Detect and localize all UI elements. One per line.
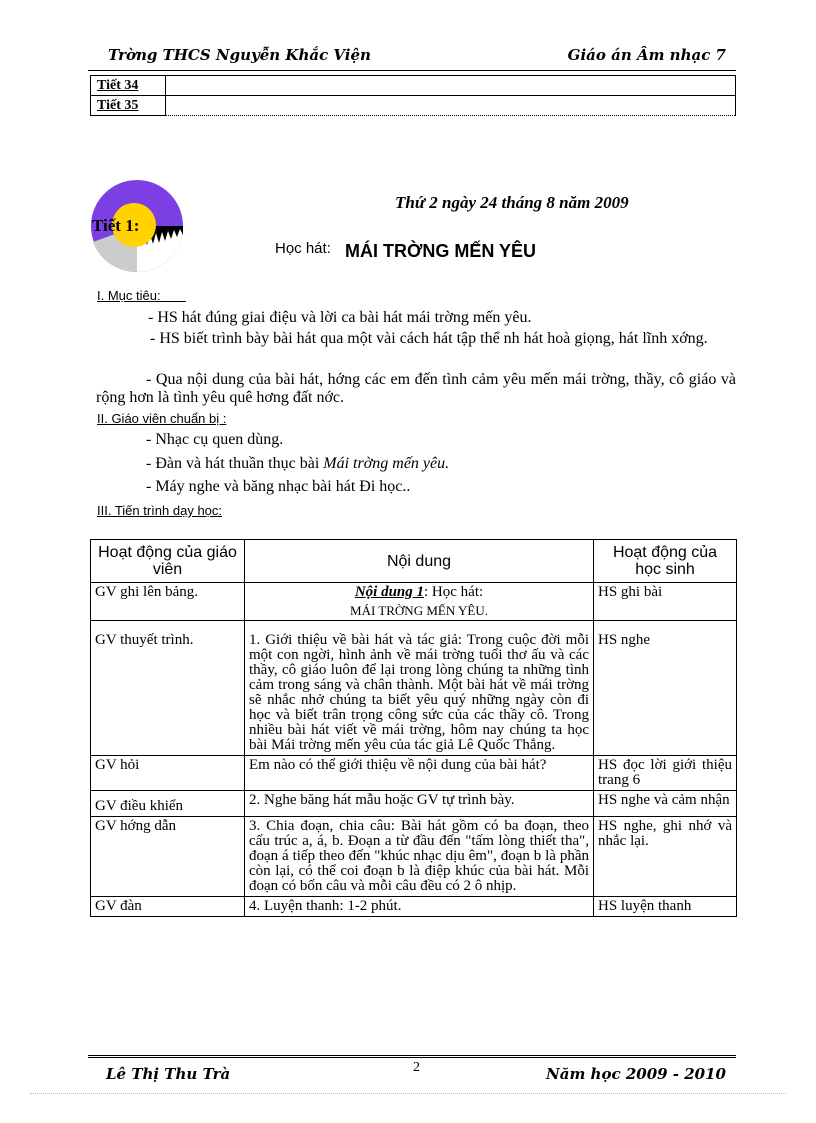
lesson-index-table [90,75,736,116]
content-text: 3. Chia đoạn, chia câu: Bài hát gồm có ba đoạn, theo cấu trúc a, á, b. Đoạn a từ đầu đến "tấm lòng thiết tha", đoạn á tiếp theo đến "khúc nhạc dịu êm", đoạn b là phần còn lại, có thể coi đoạn b là điệp khúc của bài hát. Mỗi đoạn có bốn câu và mỗi câu đều có 2 ô nhịp. [245,817,594,897]
header-student: Hoạt động của học sinh [594,540,737,583]
content-text: 1. Giới thiệu về bài hát và tác giả: Trong cuộc đời mỗi một con ngời, hình ảnh về mái trờng tuổi thơ ấu và các thầy, cô giáo luôn để lại trong lòng chúng ta những tình cảm trong sáng và chân thành. Một bài hát về mái trờng sẽ nhắc nhở chúng ta biết yêu quý những ngày còn đi học và biết trân trọng công sức của các thầy cô. Trong nhiều bài hát viết về mái trờng, hôm nay chúng ta học bài Mái trờng mến yêu của tác giả Lê Quốc Thắng. [245,621,594,756]
teacher-activity: GV ghi lên bảng. [91,583,245,621]
teacher-activity: GV thuyết trình. [91,621,245,756]
header-teacher: Hoạt động của giáo viên [91,540,245,583]
preparation-item-text: - Đàn và hát thuần thục bài [146,455,324,472]
table-row [91,817,737,897]
lesson-value [166,76,736,96]
content-song-title: MÁI TRỜNG MẾN YÊU. [350,603,488,618]
preparation-item: - Nhạc cụ quen dùng. [146,431,284,448]
page-number: 2 [413,1060,420,1075]
table-row [91,583,737,621]
student-activity: HS nghe, ghi nhớ và nhắc lại. [594,817,737,897]
student-activity: HS luyện thanh [594,897,737,917]
objective-item: - Qua nội dung của bài hát, hớng các em đến tình cảm yêu mến mái trờng, thầy, cô giáo và rộng hơn là tình yêu quê hơng đất nớc. [96,371,736,406]
student-activity: HS nghe và cảm nhận [594,791,737,817]
badge-label: Tiết 1: [92,216,140,235]
lesson-label: Tiết 35 [91,96,166,116]
header-school: Trờng THCS Nguyễn Khắc Viện [108,46,371,64]
song-name-italic: Mái trờng mến yêu. [323,455,450,472]
header-content: Nội dung [245,540,594,583]
table-row [91,621,737,756]
student-activity: HS ghi bài [594,583,737,621]
page-bottom-dotted-line [30,1093,786,1094]
content-rest: : Học hát: [424,584,484,600]
lesson-index-row [91,96,736,116]
teacher-activity: GV hớng dẫn [91,817,245,897]
footer-school-year: Năm học 2009 - 2010 [546,1065,726,1083]
content-heading-line [249,585,589,600]
teacher-activity: GV điều khiển [91,791,245,817]
objective-item: - HS biết trình bày bài hát qua một vài cách hát tập thể nh hát hoà giọng, hát lĩnh xớng. [150,330,708,347]
lesson-date: Thứ 2 ngày 24 tháng 8 năm 2009 [395,193,629,212]
header-divider [88,70,736,71]
footer-divider [88,1055,736,1061]
title-prefix: Học hát: [275,240,331,257]
header-subject: Giáo án Âm nhạc 7 [567,46,726,64]
teacher-activity: GV hỏi [91,756,245,791]
student-activity: HS nghe [594,621,737,756]
preparation-item: - Máy nghe và băng nhạc bài hát Đi học.. [146,478,411,495]
teacher-activity: GV đàn [91,897,245,917]
lesson-activity-table [90,539,737,917]
section-objectives-heading [97,288,186,303]
lesson-badge-graphic [88,177,186,275]
objective-item: - HS hát đúng giai điệu và lời ca bài hát mái trờng mến yêu. [148,309,532,326]
preparation-item [146,455,449,473]
content-label: Nội dung 1 [354,584,425,600]
content-cell [245,583,594,621]
table-row [91,756,737,791]
lesson-value [166,96,736,116]
content-text: 2. Nghe băng hát mẫu hoặc GV tự trình bày. [245,791,594,817]
lesson-index-row [91,76,736,96]
student-activity: HS đọc lời giới thiệu trang 6 [594,756,737,791]
table-row [91,897,737,917]
section-procedure-heading: III. Tiến trình dạy học: [97,503,223,518]
table-header-row [91,540,737,583]
lesson-label: Tiết 34 [91,76,166,96]
lesson-title: MÁI TRỜNG MẾN YÊU [345,241,537,261]
section-preparation-heading: II. Giáo viên chuẩn bị : [97,411,227,426]
footer-author: Lê Thị Thu Trà [106,1065,231,1083]
content-text: 4. Luyện thanh: 1-2 phút. [245,897,594,917]
content-text: Em nào có thể giới thiệu về nội dung của bài hát? [245,756,594,791]
table-row [91,791,737,817]
section-objectives-text: I. Mục tiêu: [97,288,161,303]
